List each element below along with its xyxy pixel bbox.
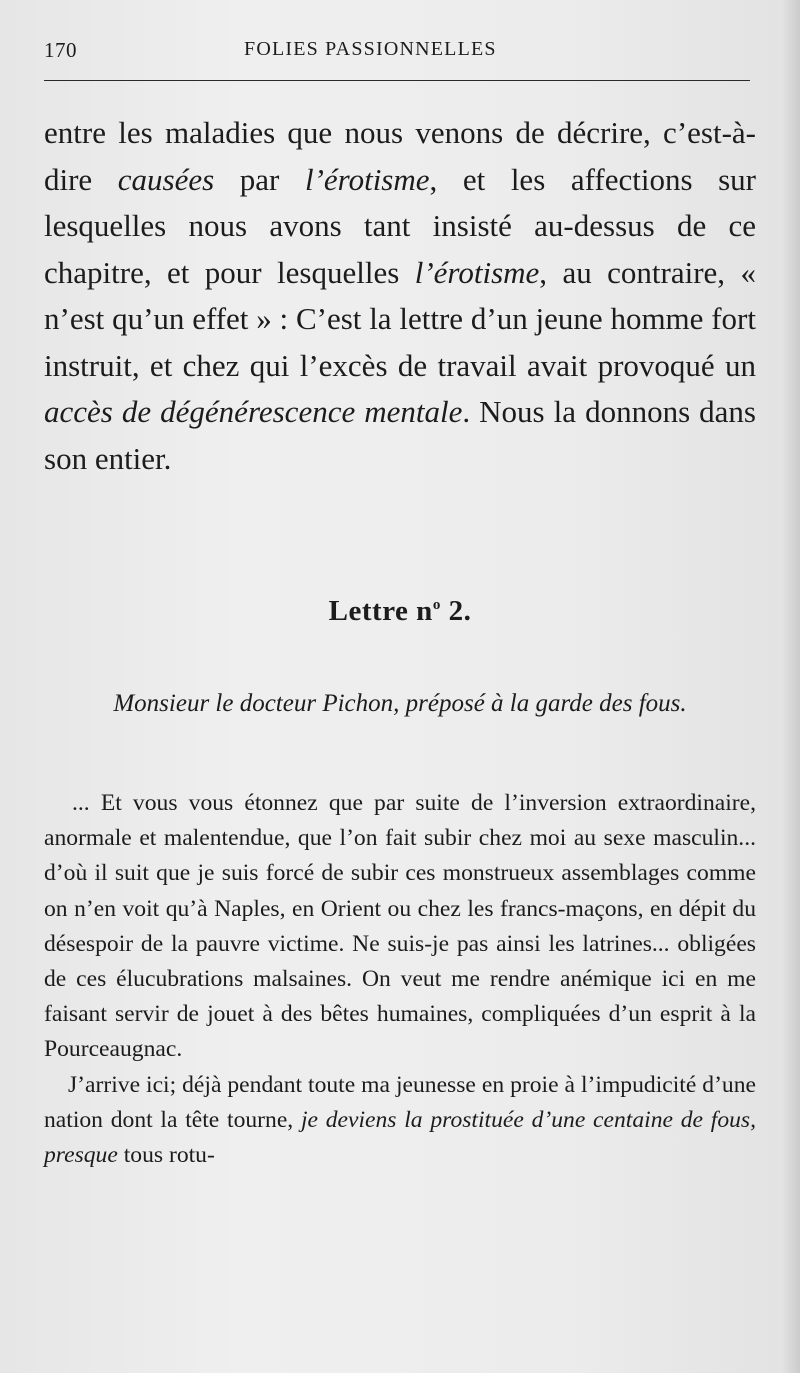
letter-salutation: Monsieur le docteur Pichon, préposé à la garde des fous. <box>113 690 687 717</box>
page-header <box>44 38 756 68</box>
letter-text: J’arrive ici; déjà pendant toute ma jeunesse en proie à l’impudicité d’une nation dont la tête tourne, <box>44 1071 756 1133</box>
letter-paragraph-2 <box>44 1068 756 1174</box>
letter-body <box>44 786 756 1173</box>
heading-text: Lettre n <box>328 595 433 627</box>
heading-number: 2. <box>440 595 472 627</box>
header-rule <box>44 80 750 81</box>
letter-text: tous rotu- <box>117 1142 215 1169</box>
page-number: 170 <box>44 38 77 62</box>
intro-text: entre les maladies que nous venons de décrire, c’est-à-dire <box>44 115 756 197</box>
intro-text: . Nous la donnons dans son entier. <box>44 394 756 476</box>
letter-italic: je deviens la prostituée d’une centaine de fous, presque <box>44 1106 756 1169</box>
intro-paragraph <box>44 110 756 482</box>
intro-italic: l’érotisme <box>304 161 430 197</box>
intro-italic: l’érotisme <box>414 254 540 290</box>
heading-superscript: o <box>432 597 441 613</box>
page-edge-shadow <box>782 0 800 1373</box>
running-title: FOLIES PASSIONNELLES <box>244 38 497 60</box>
letter-paragraph-1: ... Et vous vous étonnez que par suite de l’inversion extraordinaire, anormale et malentendue, que l’on fait subir chez moi au sexe masculin... d’où il suit que je suis forcé de subir ces monstrueux assemblages comme on n’en voit qu’à Naples, en Orient ou chez les francs-maçons, en dépit du désespoir de la pauvre victime. Ne suis-je pas ainsi les latrines... obligées de ces élucubrations malsaines. On veut me rendre anémique ici en me faisant servir de jouet à des bêtes humaines, compliquées d’un esprit à la Pourceaugnac. <box>44 790 756 1063</box>
letter-heading <box>0 595 800 628</box>
intro-text: , et les affections sur lesquelles nous avons tant insisté au-dessus de ce chapitre, et pour lesquelles <box>44 161 756 290</box>
intro-text: , au contraire, « n’est qu’un effet » : C’est la lettre d’un jeune homme fort instruit, et chez qui l’excès de travail avait provoqué un <box>44 254 756 383</box>
intro-italic: accès de dégénérescence mentale <box>44 394 463 429</box>
intro-text: par <box>214 161 305 197</box>
intro-italic: causées <box>117 161 215 197</box>
